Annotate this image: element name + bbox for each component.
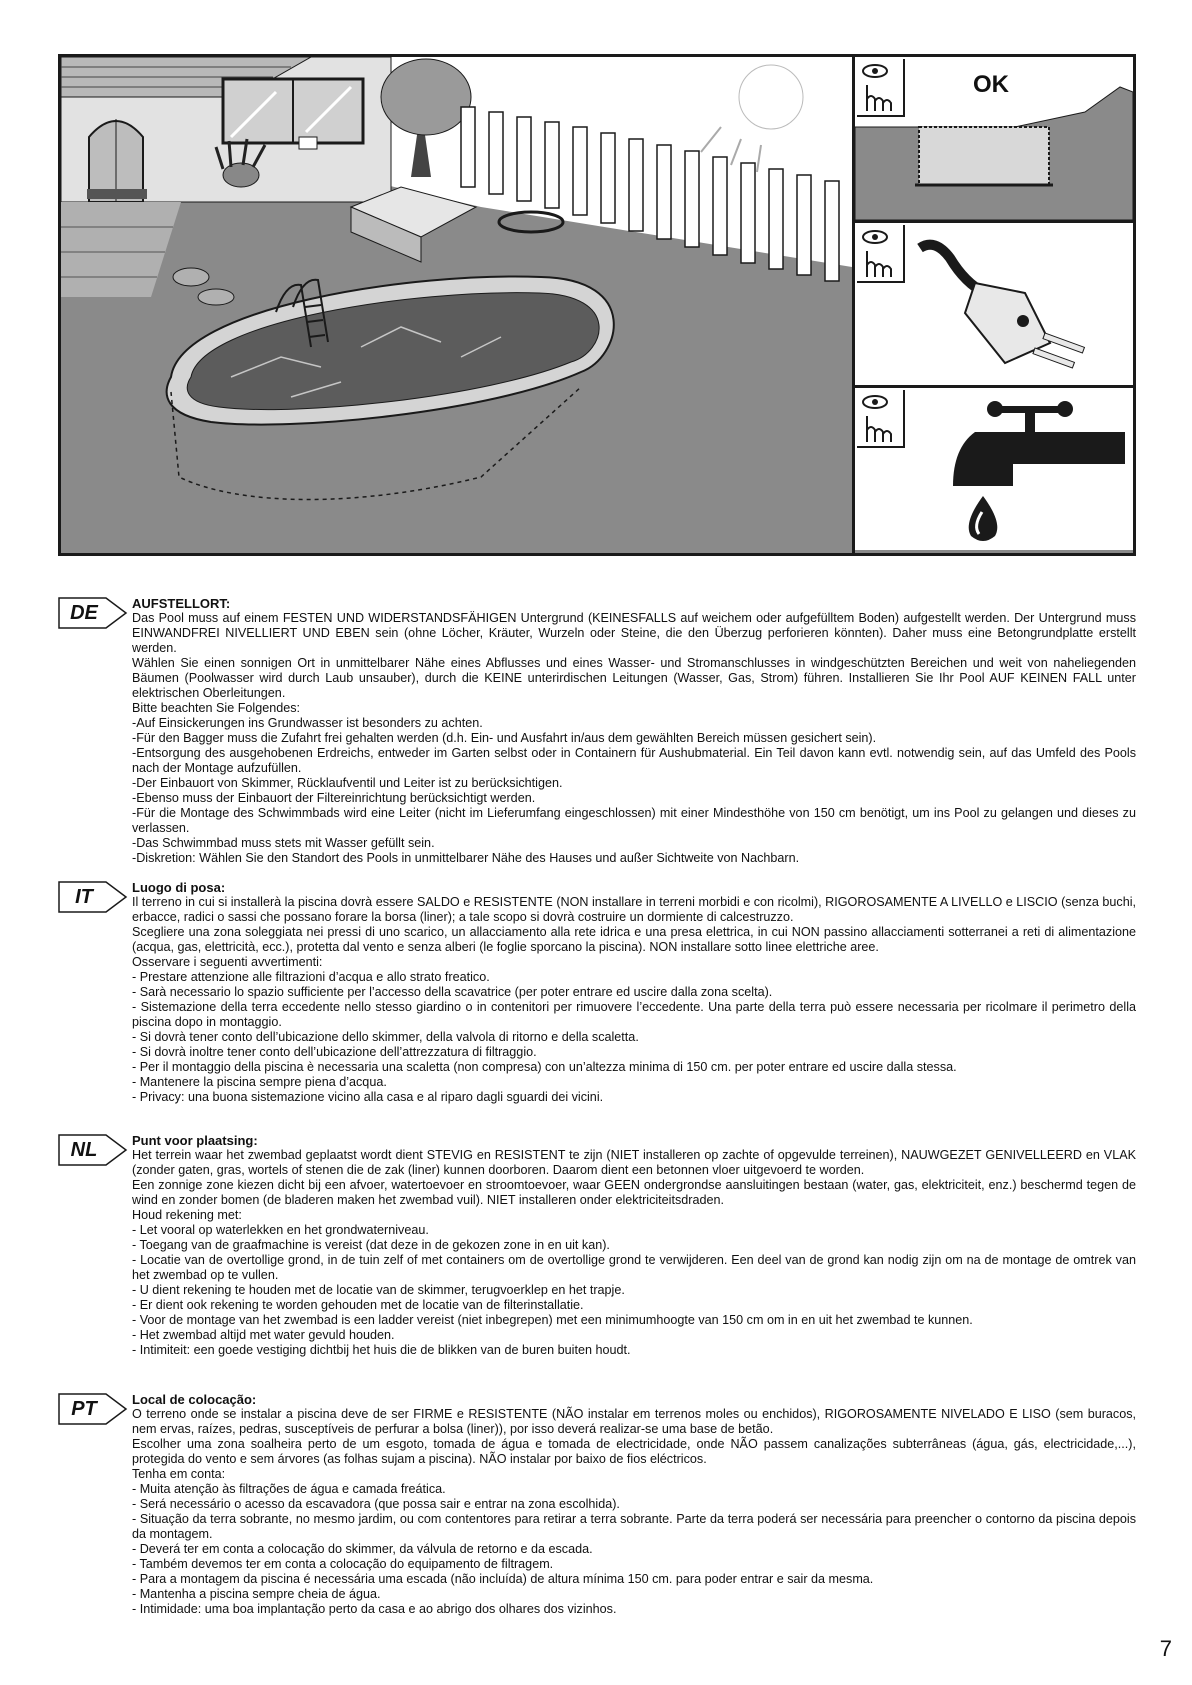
page-number: 7 (1159, 1636, 1172, 1661)
list-item: -Für die Montage des Schwimmbads wird eine Leiter (nicht im Lieferumfang eingeschlossen) mit einer Mindesthöhe von 150 cm benötigt, um ins Pool zu gelangen und dieses zu verlassen. (132, 806, 1136, 835)
list-item: - Sarà necessario lo spazio sufficiente per l’accesso della scavatrice (per poter entrare ed uscire dalla zona scelta). (132, 985, 773, 999)
list-item: - Locatie van de overtollige grond, in de tuin zelf of met containers om de overtollige grond te verwijderen. Een deel van de grond kan nodig zijn om na de montage de omtrek van het zwembad op te vullen. (132, 1253, 1136, 1282)
paragraph: Een zonnige zone kiezen dicht bij een afvoer, watertoevoer en stroomtoevoer, waar GEEN ondergrondse aansluitingen bestaan (water, gas, elektriciteit, enz.) beschermd tegen de wind en zonder bomen (de bladeren maken het zwembad vuil). NIET installeren onder elektriciteitsdraden. (132, 1178, 1136, 1207)
section-heading: Luogo di posa: (132, 880, 226, 895)
list-item: - Er dient ook rekening te worden gehouden met de locatie van de filterinstallatie. (132, 1298, 584, 1312)
panel-ok-label: OK (973, 71, 1009, 98)
list-item: -Das Schwimmbad muss stets mit Wasser gefüllt sein. (132, 836, 435, 850)
paragraph: Wählen Sie einen sonnigen Ort in unmittelbarer Nähe eines Abflusses und eines Wasser- und Stromanschlusses in windgeschützten Bereichen und weit von naheliegenden Bäumen (Poolwasser wird durch Laub unsauber), durch die KEINE unterirdischen Leitungen (Wasser, Gas, Strom) führen. Installieren Sie Ihr Pool AUF KEINEN FALL unter elektrischen Oberleitungen. (132, 656, 1136, 700)
list-item: -Auf Einsickerungen ins Grundwasser ist besonders zu achten. (132, 716, 483, 730)
language-code: IT (75, 886, 93, 908)
language-tag-pt (58, 1392, 128, 1428)
electric-plug-panel (852, 223, 1133, 388)
language-code: DE (70, 602, 98, 624)
list-item: - Deverá ter em conta a colocação do skimmer, da válvula de retorno e da escada. (132, 1542, 593, 1556)
paragraph: Tenha em conta: (132, 1467, 226, 1481)
list-item: - Prestare attenzione alle filtrazioni d’acqua e allo strato freatico. (132, 970, 490, 984)
list-item: - Let vooral op waterlekken en het grondwaterniveau. (132, 1223, 429, 1237)
paragraph: Het terrein waar het zwembad geplaatst wordt dient STEVIG en RESISTENT te zijn (NIET installeren op zachte of opgevulde terreinen), NAUWGEZET GENIVELLEERD en VLAK (zonder gaten, gras, wortels of stenen die de zak (liner) kunnen doorboren. Daarom dient een betonnen vloer uitgevoerd te worden. (132, 1148, 1136, 1177)
paragraph: Escolher uma zona soalheira perto de um esgoto, tomada de água e tomada de electricidade, onde NÃO passem canalizações subterrâneas (água, gás, electricidade,...), protegida do vento e sem árvores (as folhas sujam a piscina). NÃO instalar por baixo de fios eléctricos. (132, 1437, 1136, 1466)
installation-illustration (58, 54, 1136, 556)
paragraph: O terreno onde se instalar a piscina deve de ser FIRME e RESISTENTE (NÃO instalar em terrenos moles ou enchidos), RIGOROSAMENTE NIVELADO E LISO (sem buracos, nem ervas, raízes, pedras, susceptíveis de perfurar a bolsa (liner)), por isso deverá realizar-se uma base de betão. (132, 1407, 1136, 1436)
list-item: - Toegang van de graafmachine is vereist (dat deze in de gekozen zone in en uit kan). (132, 1238, 610, 1252)
paragraph: Houd rekening met: (132, 1208, 242, 1222)
eye-hand-icon (857, 59, 905, 117)
list-item: - U dient rekening te houden met de locatie van de skimmer, terugvoerklep en het trapje. (132, 1283, 625, 1297)
eye-hand-icon (857, 390, 905, 448)
list-item: - Situação da terra sobrante, no mesmo jardim, ou com contentores para retirar a terra sobrante. Parte da terra poderá ser necessária para preencher o contorno da piscina depois da montagem. (132, 1512, 1136, 1541)
section-body (132, 1133, 1136, 1358)
eye-hand-icon (857, 225, 905, 283)
paragraph: Il terreno in cui si installerà la piscina dovrà essere SALDO e RESISTENTE (NON installare in terreni morbidi e con ricolmi), RIGOROSAMENTE A LIVELLO e LISCIO (senza buchi, erbacce, radici o sassi che possano forare la borsa (liner); a tale scopo si dovrà costruire un dormiente di calcestruzzo. (132, 895, 1136, 924)
list-item: - Intimiteit: een goede vestiging dichtbij het huis die de blikken van de buren buiten houdt. (132, 1343, 631, 1357)
language-code: NL (70, 1139, 98, 1161)
section-heading: Local de colocação: (132, 1392, 257, 1407)
section-heading: Punt voor plaatsing: (132, 1133, 258, 1148)
list-item: - Voor de montage van het zwembad is een ladder vereist (niet inbegrepen) met een minimumhoogte van 150 cm om in en uit het zwembad te kunnen. (132, 1313, 973, 1327)
section-body (132, 880, 1136, 1105)
list-item: -Diskretion: Wählen Sie den Standort des Pools in unmittelbarer Nähe des Hauses und außer Sichtweite von Nachbarn. (132, 851, 800, 865)
language-tag-nl (58, 1133, 128, 1169)
section-body (132, 596, 1136, 866)
list-item: - Si dovrà inoltre tener conto dell’ubicazione dell’attrezzatura di filtraggio. (132, 1045, 537, 1059)
list-item: - Também devemos ter em conta a colocação do equipamento de filtragem. (132, 1557, 554, 1571)
list-item: - Para a montagem da piscina é necessária uma escada (não incluída) de altura mínima 150 cm. para poder entrar e sair da mesma. (132, 1572, 874, 1586)
language-tag-de (58, 596, 128, 632)
language-code: PT (71, 1398, 97, 1420)
list-item: - Mantenha a piscina sempre cheia de água. (132, 1587, 381, 1601)
list-item: - Mantenere la piscina sempre piena d’acqua. (132, 1075, 387, 1089)
list-item: - Sistemazione della terra eccedente nello stesso giardino o in contenitori per rimuovere l’eccedente. Una parte della terra può essere necessaria per ricolmare il perimetro della piscina dopo in montaggio. (132, 1000, 1136, 1029)
list-item: - Privacy: una buona sistemazione vicino alla casa e al riparo dagli sguardi dei vicini. (132, 1090, 604, 1104)
garden-scene-illustration (61, 57, 852, 553)
list-item: -Der Einbauort von Skimmer, Rücklaufventil und Leiter ist zu berücksichtigen. (132, 776, 563, 790)
paragraph: Bitte beachten Sie Folgendes: (132, 701, 301, 715)
section-heading: AUFSTELLORT: (132, 596, 231, 611)
list-item: - Será necessário o acesso da escavadora (que possa sair e entrar na zona escolhida). (132, 1497, 620, 1511)
list-item: - Si dovrà tener conto dell’ubicazione dello skimmer, della valvola di ritorno e della scaletta. (132, 1030, 639, 1044)
paragraph: Scegliere una zona soleggiata nei pressi di uno scarico, un allacciamento alla rete idrica e una presa elettrica, in cui NON passino allacciamenti sotterranei a reti di alimentazione (acqua, gas, elettricità, ecc.), protetta dal vento e senza alberi (le foglie sporcano la piscina). NON installare sotto linee elettriche aree. (132, 925, 1136, 954)
list-item: - Het zwembad altijd met water gevuld houden. (132, 1328, 395, 1342)
list-item: - Muita atenção às filtrações de água e camada freática. (132, 1482, 446, 1496)
list-item: - Intimidade: uma boa implantação perto da casa e ao abrigo dos olhares dos vizinhos. (132, 1602, 617, 1616)
paragraph: Das Pool muss auf einem FESTEN UND WIDERSTANDSFÄHIGEN Untergrund (KEINESFALLS auf weichem oder aufgefülltem Boden) aufgestellt werden. Der Untergrund muss EINWANDFREI NIVELLIERT UND EBEN sein (ohne Löcher, Kräuter, Wurzeln oder Steine, die den Überzug perforieren könnten). Daher muss eine Betongrundplatte erstellt werden. (132, 611, 1136, 655)
list-item: - Per il montaggio della piscina è necessaria una scaletta (non compresa) con un’altezza minima di 150 cm. per poter entrare ed uscire dalla stessa. (132, 1060, 957, 1074)
list-item: -Für den Bagger muss die Zufahrt frei gehalten werden (d.h. Ein- und Ausfahrt in/aus dem gewählten Bereich müssen gesichert sein). (132, 731, 877, 745)
list-item: -Entsorgung des ausgehobenen Erdreichs, entweder im Garten selbst oder in Containern für Aushubmaterial. Ein Teil davon kann evtl. notwendig sein, auf das Umfeld des Pools nach der Montage aufzufüllen. (132, 746, 1136, 775)
paragraph: Osservare i seguenti avvertimenti: (132, 955, 323, 969)
list-item: -Ebenso muss der Einbauort der Filtereinrichtung berücksichtigt werden. (132, 791, 536, 805)
section-body (132, 1392, 1136, 1617)
ground-level-panel (852, 57, 1133, 223)
water-tap-panel (852, 388, 1133, 553)
language-tag-it (58, 880, 128, 916)
